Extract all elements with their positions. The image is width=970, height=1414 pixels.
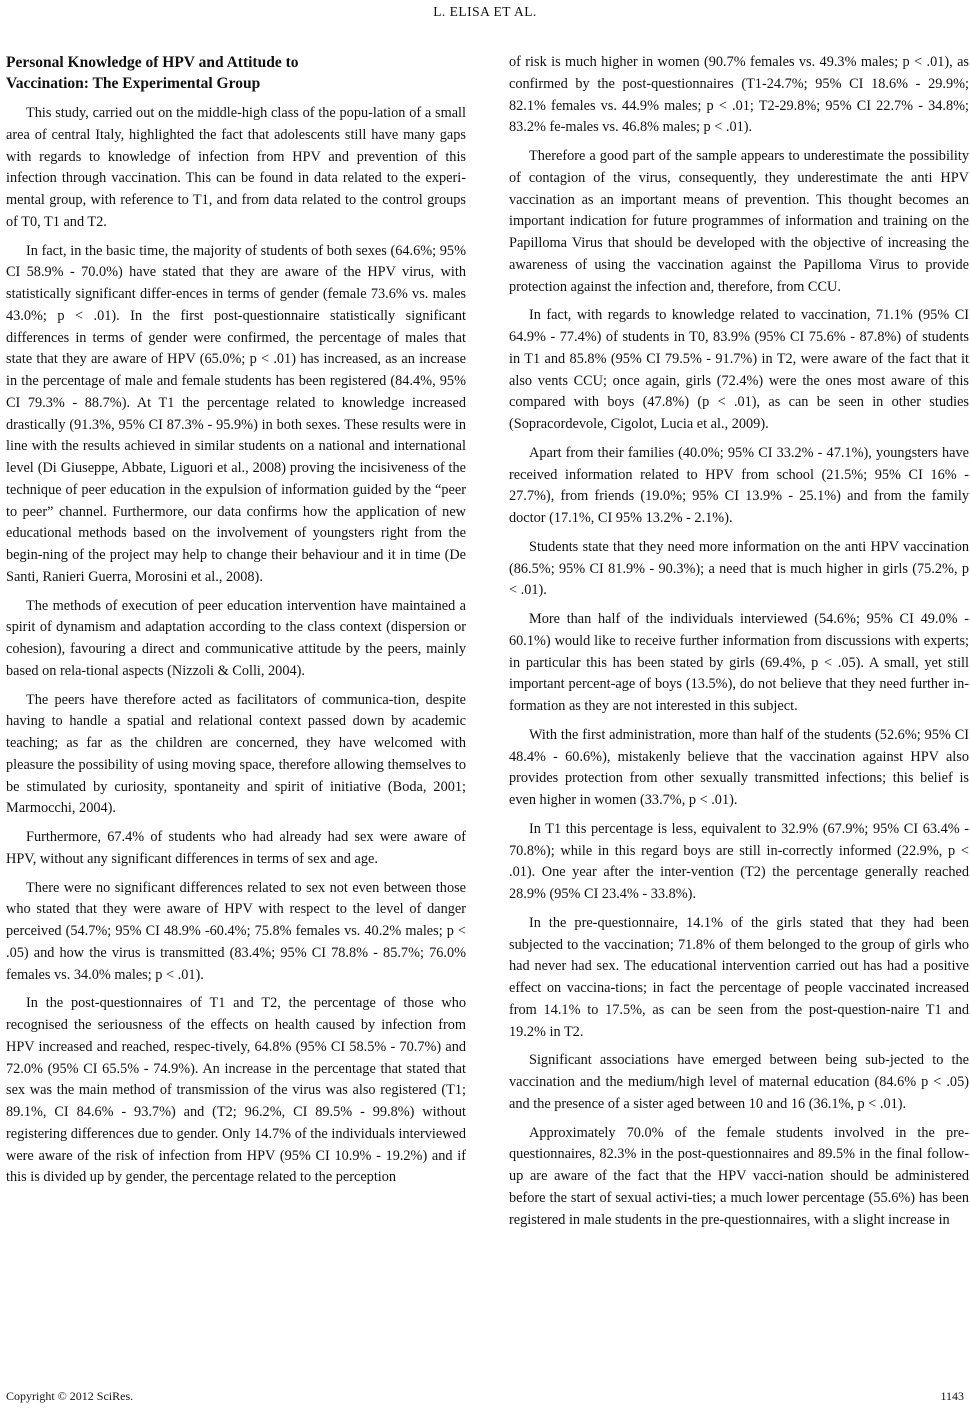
paragraph: There were no significant differences related to sex not even between those who stated that they were aware of HPV with respect to the level of danger perceived (54.7%; 95% CI 48.9% -60.4%; 75.8% females vs. 40.2% males; p < .05) and how the virus is transmitted (83.4%; 95% CI 78.8% - 85.7%; 76.0% females vs. 34.0% males; p < .01). (6, 879, 466, 983)
paragraph: In fact, in the basic time, the majority of students of both sexes (64.6%; 95% CI 58.9% - 70.0%) have stated that they are aware of the HPV virus, with statistically significant differ-ences in terms of gender (female 73.6% vs. males 43.0%; p < .01). In the first post-questionnaire statistically significant differences in terms of gender were confirmed, the percentage of males that state that they are aware of HPV (65.0%; p < .01) has increased, as an increase in the percentage of male and female students has been registered (84.4%, 95% CI 79.3% - 88.7%). At T1 the percentage related to knowledge increased drastically (91.3%, 95% CI 87.3% - 95.9%) in both sexes. These results were in line with the results achieved in similar students on a national and international level (Di Giuseppe, Abbate, Liguori et al., 2008) proving the incisiveness of the technique of peer education in the expulsion of information guided by the “peer to peer” channel. Furthermore, our data confirms how the application of new educational methods based on the involvement of youngsters right from the begin-ning of the project may help to change their behaviour and it in time (De Santi, Ranieri Guerra, Morosini et al., 2008). (6, 242, 466, 585)
section-heading-line2: Vaccination: The Experimental Group (6, 75, 261, 92)
paragraph: In T1 this percentage is less, equivalent to 32.9% (67.9%; 95% CI 63.4% - 70.8%); while in this regard boys are still in-correctly informed (22.9%, p < .01). One year after the inter-vention (T2) the percentage generally reached 28.9% (95% CI 23.4% - 33.8%). (509, 820, 969, 902)
paragraph: With the first administration, more than half of the students (52.6%; 95% CI 48.4% - 60.6%), mistakenly believe that the vaccination against HPV also provides protection from other sexually transmitted infections; this belief is even higher in women (33.7%, p < .01). (509, 726, 969, 808)
paragraph: Students state that they need more information on the anti HPV vaccination (86.5%; 95% CI 81.9% - 90.3%); a need that is much higher in girls (75.2%, p < .01). (509, 538, 969, 599)
right-column (509, 52, 969, 1238)
paragraph: The methods of execution of peer education intervention have maintained a spirit of dynamism and adaptation according to the class context (dispersion or cohesion), favouring a direct and communicative attitude by the peers, mainly based on rela-tional aspects (Nizzoli & Colli, 2004). (6, 597, 466, 679)
paragraph: Approximately 70.0% of the female students involved in the pre-questionnaires, 82.3% in the post-questionnaires and 89.5% in the final follow-up are aware of the fact that the HPV vacci-nation should be administered before the start of sexual activi-ties; a much lower percentage (55.6%) has been registered in male students in the pre-questionnaires, with a slight increase in (509, 1124, 969, 1228)
paragraph: In the post-questionnaires of T1 and T2, the percentage of those who recognised the seriousness of the effects on health caused by infection from HPV increased and reached, respec-tively, 64.8% (95% CI 58.5% - 70.7%) and 72.0% (95% CI 65.5% - 74.9%). An increase in the percentage that stated that sex was the main method of transmission of the virus was also registered (T1; 89.1%, CI 84.6% - 93.7%) and (T2; 96.2%, CI 89.5% - 99.8%) without registering differences due to gender. Only 14.7% of the individuals interviewed were aware of the risk of infection from HPV (95% CI 10.9% - 19.2%) and if this is divided up by gender, the percentage related to the perception (6, 995, 466, 1186)
left-column (6, 52, 466, 1196)
paragraph: Therefore a good part of the sample appears to underestimate the possibility of contagion of the virus, consequently, they underestimate the anti HPV vaccination as an important means of prevention. This thought becomes an important indication for future programmes of information and training on the Papilloma Virus that should be developed with the objective of increasing the awareness of using the vaccination against the Papilloma Virus to provide protection against the infection and, therefore, from CCU. (509, 148, 969, 295)
section-heading (6, 52, 466, 94)
page-number: 1143 (940, 1389, 964, 1403)
footer-copyright: Copyright © 2012 SciRes. (6, 1389, 134, 1403)
paragraph: In the pre-questionnaire, 14.1% of the girls stated that they had been subjected to the vaccination; 71.8% of them belonged to the group of girls who had never had sex. The educational intervention carried out has had a positive effect on vaccina-tions; in fact the percentage of people vaccinated increased from 14.1% to 17.5%, as can be seen from the post-question-naire T1 and 19.2% in T2. (509, 914, 969, 1040)
paragraph: The peers have therefore acted as facilitators of communica-tion, despite having to handle a spatial and relational context passed down by academic teaching; as far as the children are concerned, they have welcomed with pleasure the possibility of using moving space, therefore allowing themselves to be stimulated by curiosity, spontaneity and spirit of initiative (Boda, 2001; Marmocchi, 2004). (6, 691, 466, 817)
section-heading-line1: Personal Knowledge of HPV and Attitude to (6, 54, 299, 71)
paragraph: Furthermore, 67.4% of students who had already had sex were aware of HPV, without any significant differences in terms of sex and age. (6, 829, 466, 867)
paragraph: This study, carried out on the middle-high class of the popu-lation of a small area of central Italy, highlighted the fact that adolescents still have many gaps with regards to knowledge of infection from HPV and prevention of this infection through vaccination. This can be found in data related to the experi-mental group, with reference to T1, and from data related to the control groups of T0, T1 and T2. (6, 105, 466, 230)
paragraph: In fact, with regards to knowledge related to vaccination, 71.1% (95% CI 64.9% - 77.4%) of students in T0, 83.9% (95% CI 75.6% - 87.8%) of students in T1 and 85.8% (95% CI 79.5% - 91.7%) in T2, were aware of the fact that it also vents CCU; once again, girls (72.4%) were the ones most aware of this compared with boys (47.8%) (p < .01), as can be seen in other studies (Sopracordevole, Cigolot, Lucia et al., 2009). (509, 307, 969, 432)
paragraph: of risk is much higher in women (90.7% females vs. 49.3% males; p < .01), as confirmed by the post-questionnaires (T1-24.7%; 95% CI 18.6% - 29.9%; 82.1% females vs. 44.9% males; p < .01; T2-29.8%; 95% CI 22.7% - 34.8%; 83.2% fe-males vs. 46.8% males; p < .01). (509, 54, 969, 136)
paragraph: Significant associations have emerged between being sub-jected to the vaccination and the medium/high level of maternal education (84.6% p < .05) and the presence of a sister aged between 10 and 16 (36.1%, p < .01). (509, 1052, 969, 1112)
paragraph: More than half of the individuals interviewed (54.6%; 95% CI 49.0% - 60.1%) would like to receive further information from discussions with experts; in particular this has been stated by girls (69.4%, p < .05). A small, yet still important percent-age of boys (13.5%), do not believe that they need further in-formation as they are not interested in this subject. (509, 611, 969, 714)
paragraph: Apart from their families (40.0%; 95% CI 33.2% - 47.1%), youngsters have received information related to HPV from school (21.5%; 95% CI 16% - 27.7%), from friends (19.0%; 95% CI 13.9% - 25.1%) and from the family doctor (17.1%, CI 95% 13.2% - 2.1%). (509, 444, 969, 526)
running-head: L. ELISA ET AL. (433, 4, 537, 19)
